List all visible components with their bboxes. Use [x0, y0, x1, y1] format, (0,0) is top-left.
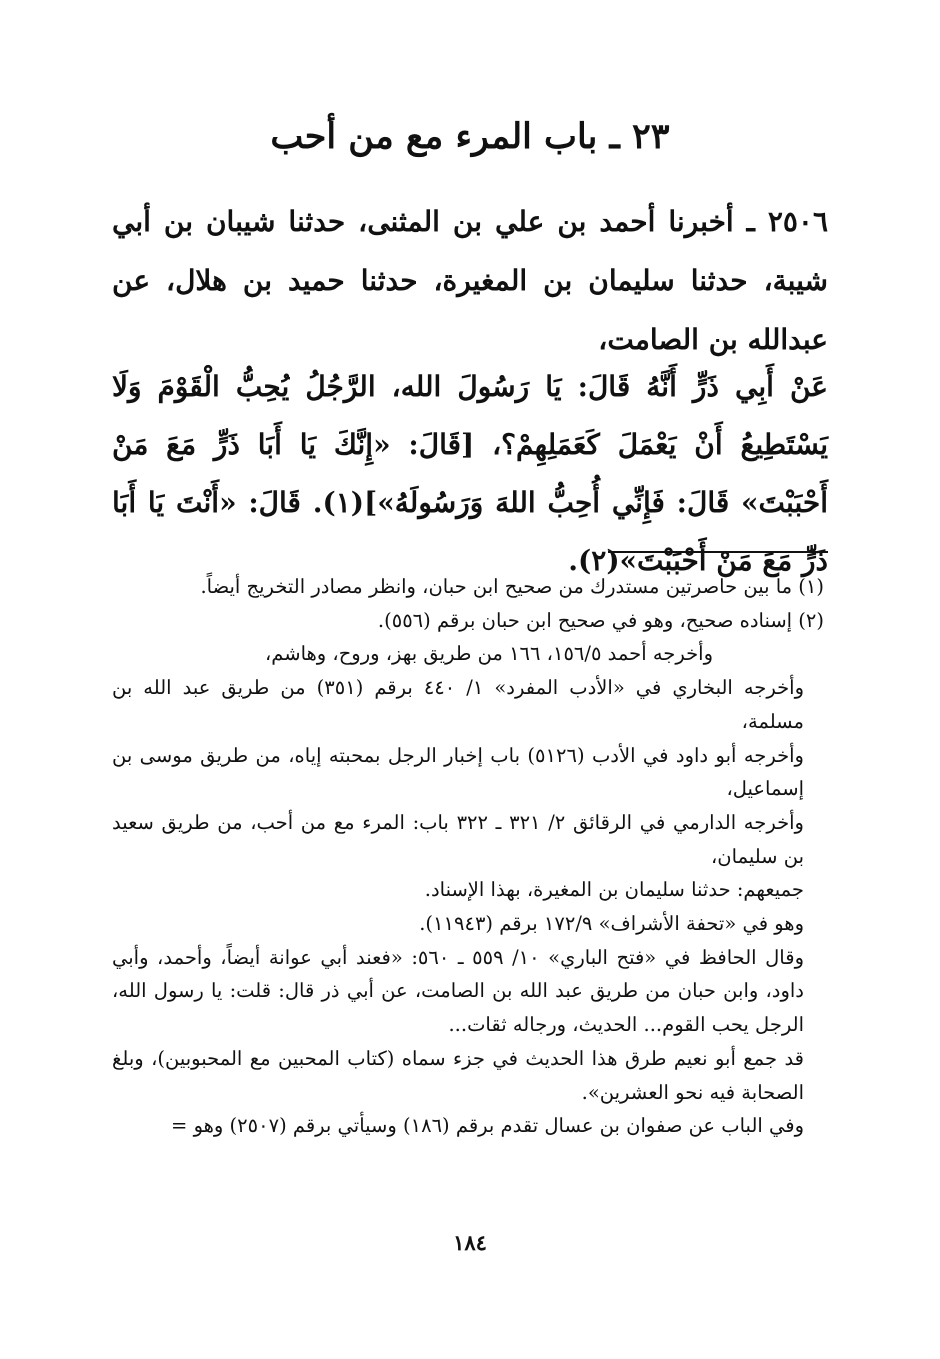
footnote-line: وأخرجه أحمد ١٥٦/٥، ١٦٦ من طريق بهز، وروح، وهاشم، — [264, 642, 713, 666]
footnote-line: وهو في «تحفة الأشراف» ١٧٢/٩ برقم (١١٩٤٣). — [419, 912, 804, 936]
chapter-title: ٢٣ ـ باب المرء مع من أحب — [270, 116, 670, 157]
footnote-line: وأخرجه البخاري في «الأدب المفرد» ١/ ٤٤٠ برقم (٣٥١) من طريق عبد الله بن مسلمة، — [112, 676, 804, 733]
page-number: ١٨٤ — [453, 1230, 487, 1255]
footnote-line: وفي الباب عن صفوان بن عسال تقدم برقم (١٨٦) وسيأتي برقم (٢٥٠٧) وهو = — [171, 1114, 804, 1138]
footnote-line: جميعهم: حدثنا سليمان بن المغيرة، بهذا الإسناد. — [424, 878, 804, 902]
footnotes-section — [112, 570, 828, 1143]
footnote-line: وأخرجه أبو داود في الأدب (٥١٢٦) باب إخبار الرجل بمحبته إياه، من طريق موسى بن إسماعيل، — [112, 743, 804, 801]
footnote-line: وأخرجه الدارمي في الرقائق ٢/ ٣٢١ ـ ٣٢٢ باب: المرء مع من أحب، من طريق سعيد بن سليمان، — [112, 810, 804, 868]
footnote-2: (٢) إسناده صحيح، وهو في صحيح ابن حبان برقم (٥٥٦). — [377, 608, 824, 632]
footnote-line: قد جمع أبو نعيم طرق هذا الحديث في جزء سماه (كتاب المحبين مع المحبوبين)، وبلغ الصحابة فيه نحو العشرين». — [112, 1046, 804, 1104]
footnote-line: وقال الحافظ في «فتح الباري» ١٠/ ٥٥٩ ـ ٥٦٠: «فعند أبي عوانة أيضاً، وأحمد، وأبي داود، وابن حبان من طريق عبد الله بن الصامت، عن أبي ذر قال: قلت: يا رسول الله، الرجل يحب القوم... الحديث، ورجاله ثقات... — [112, 945, 804, 1037]
hadith-paragraph: عَنْ أَبِي ذَرٍّ أَنَّهُ قَالَ: يَا رَسُولَ الله، الرَّجُلُ يُحِبُّ الْقَوْمَ وَلَا يَسْتَطِيعُ أَنْ يَعْمَلَ كَعَمَلِهِمْ؟، [قَالَ: «إِنَّكَ يَا أَبَا ذَرٍّ مَعَ مَنْ أَحْبَبْتَ» قَالَ: فَإِنِّي أُحِبُّ اللهَ وَرَسُولَهُ»](١). قَالَ: «أَنْتَ يَا أَبَا ذَرٍّ مَعَ مَنْ أَحْبَبْتَ»(٢). — [112, 370, 829, 577]
footnote-divider — [608, 551, 828, 553]
isnad-paragraph: ٢٥٠٦ ـ أخبرنا أحمد بن علي بن المثنى، حدثنا شيبان بن أبي شيبة، حدثنا سليمان بن المغيرة، حدثنا حميد بن هلال، عن عبدالله بن الصامت، — [112, 205, 828, 356]
footnote-1: (١) ما بين حاصرتين مستدرك من صحيح ابن حبان، وانظر مصادر التخريج أيضاً. — [200, 575, 824, 598]
